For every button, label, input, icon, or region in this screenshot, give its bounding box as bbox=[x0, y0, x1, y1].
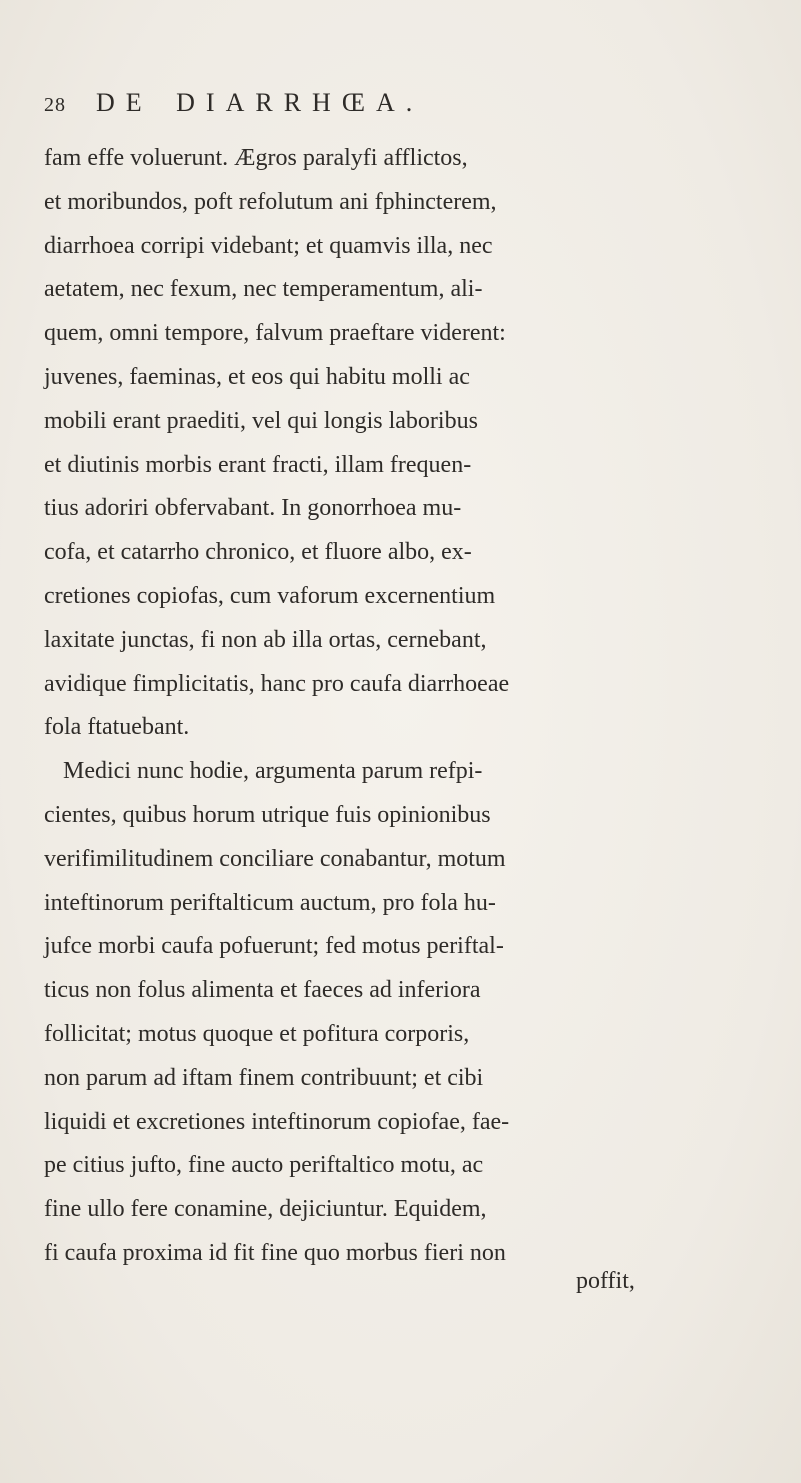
text-line: follicitat; motus quoque et pofitura corporis, bbox=[44, 1020, 470, 1047]
running-title: DE DIARRHŒA. bbox=[96, 88, 424, 117]
body-text bbox=[44, 137, 764, 1276]
text-line: et diutinis morbis erant fracti, illam frequen- bbox=[44, 451, 472, 478]
text-line: diarrhoea corripi videbant; et quamvis illa, nec bbox=[44, 232, 493, 259]
text-line: juvenes, faeminas, et eos qui habitu molli ac bbox=[44, 363, 470, 390]
paragraph-start-line: Medici nunc hodie, argumenta parum refpi- bbox=[63, 758, 483, 785]
text-line: fine ullo fere conamine, dejiciuntur. Equidem, bbox=[44, 1196, 487, 1223]
text-line: laxitate junctas, fi non ab illa ortas, cernebant, bbox=[44, 626, 487, 653]
text-line: quem, omni tempore, falvum praeftare viderent: bbox=[44, 320, 506, 347]
text-line: et moribundos, poft refolutum ani fphincterem, bbox=[44, 188, 497, 215]
text-line: avidique fimplicitatis, hanc pro caufa diarrhoeae bbox=[44, 670, 510, 697]
catchword: poffit, bbox=[576, 1268, 635, 1294]
text-line: liquidi et excretiones inteftinorum copiofae, fae- bbox=[44, 1108, 510, 1135]
text-line: fi caufa proxima id fit fine quo morbus fieri non bbox=[44, 1239, 506, 1266]
page-number: 28 bbox=[44, 94, 66, 116]
text-line: ticus non folus alimenta et faeces ad inferiora bbox=[44, 977, 481, 1004]
text-line: fam effe voluerunt. Ægros paralyfi afflictos, bbox=[44, 145, 468, 171]
text-line: tius adoriri obfervabant. In gonorrhoea mu- bbox=[44, 495, 462, 522]
text-line: verifimilitudinem conciliare conabantur, motum bbox=[44, 845, 506, 872]
text-line: mobili erant praediti, vel qui longis laboribus bbox=[44, 407, 478, 434]
page-header bbox=[44, 88, 684, 128]
text-line: cientes, quibus horum utrique fuis opinionibus bbox=[44, 801, 491, 828]
text-line: cofa, et catarrho chronico, et fluore albo, ex- bbox=[44, 539, 472, 566]
text-line: fola ftatuebant. bbox=[44, 714, 190, 741]
text-line: cretiones copiofas, cum vaforum excernentium bbox=[44, 582, 496, 609]
text-line: inteftinorum periftalticum auctum, pro fola hu- bbox=[44, 889, 496, 916]
text-line: aetatem, nec fexum, nec temperamentum, ali- bbox=[44, 276, 483, 303]
text-line: non parum ad iftam finem contribuunt; et cibi bbox=[44, 1064, 484, 1091]
text-line: pe citius jufto, fine aucto periftaltico motu, ac bbox=[44, 1152, 484, 1179]
text-line: jufce morbi caufa pofuerunt; fed motus periftal- bbox=[44, 933, 504, 960]
